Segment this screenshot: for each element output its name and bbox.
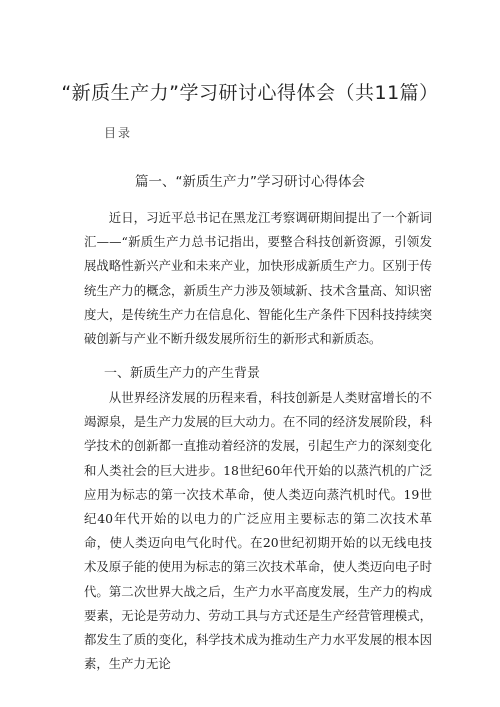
toc-label: 目录 (104, 126, 133, 140)
section-heading: 一、新质生产力的产生背景 (104, 366, 261, 381)
body-paragraph-1: 近日，习近平总书记在黑龙江考察调研期间提出了一个新词汇——“新质生产力总书记指出，要整合科技创新资源，引领发展战略性新兴产业和未来产业，加快形成新质生产力。区别于传统生产力的概念，新质生产力涉及领域新、技术含量高、知识密度大，是传统生产力在信息化、智能化生产条件下因科技持续突破创新与产业不断升级发展所衍生的新形式和新质态。 (84, 210, 432, 347)
chapter-title: 篇一、“新质生产力”学习研讨心得体会 (135, 174, 365, 190)
document-title: “新质生产力”学习研讨心得体会（共11篇） (61, 82, 439, 104)
body-paragraph-2: 从世界经济发展的历程来看，科技创新是人类财富增长的不竭源泉，是生产力发展的巨大动力。在不同的经济发展阶段，科学技术的创新都一直推动着经济的发展，引起生产力的深刻变化和人类社会的巨大进步。18世纪60年代开始的以蒸汽机的广泛应用为标志的第一次技术革命，使人类迈向蒸汽机时代。19世纪40年代开始的以电力的广泛应用主要标志的第二次技术革命，使人类迈向电气化时代。在20世纪初期开始的以无线电技术及原子能的使用为标志的第三次技术革命，使人类迈向电子时代。第二次世界大战之后，生产力水平高度发展，生产力的构成要素，无论是劳动力、劳动工具与方式还是生产经营管理模式，都发生了质的变化，科学技术成为推动生产力水平发展的根本因素，生产力无论 (84, 390, 432, 672)
